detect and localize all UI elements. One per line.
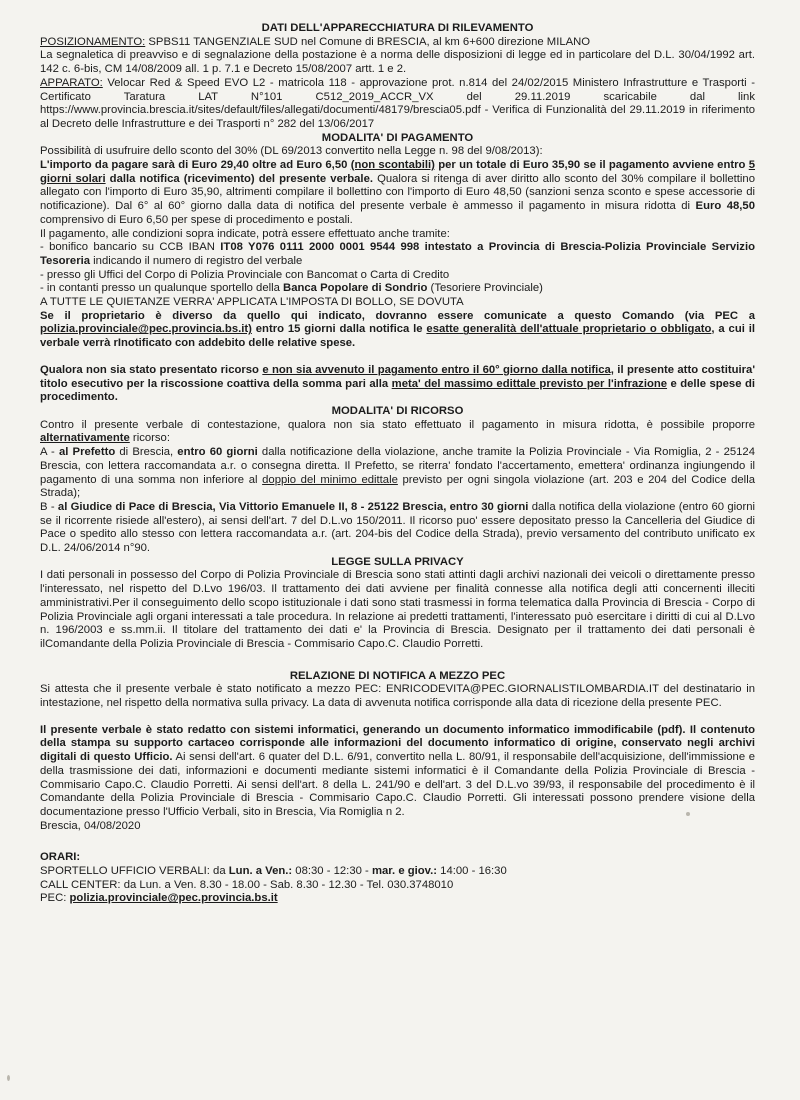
pec-link[interactable]: polizia.provinciale@pec.provincia.bs.it) — [40, 323, 252, 336]
contanti-line — [40, 282, 755, 296]
importo-rest: Qualora si ritenga di aver diritto allo sconto del 30% compilare il bollettino allegato con l'importo di Euro 35,90, altrimenti compilare il bollettino con l'importo di Euro 48,50 (sanzioni senza sconto e spese accessorie di notificazione). Dal 6° al 60° giorno dalla data di notifica del presente verbale è ammesso il pagamento in misura ridotta di — [40, 172, 755, 213]
bonifico-post: indicando il numero di registro del verbale — [90, 254, 303, 267]
esecutivo-text: Qualora non sia stato presentato ricorso — [40, 363, 263, 376]
importo-bold: L'importo da pagare sarà di Euro 29,40 oltre ad Euro 6,50 — [40, 159, 351, 172]
apparato-label: APPARATO: — [40, 76, 103, 89]
apparato-paragraph — [40, 77, 755, 132]
prefetto-text: di Brescia, — [115, 446, 178, 459]
redazione-rest: Ai sensi dell'art. 6 quater del D.L. 6/91, convertito nella L. 80/91, il responsabile dell'acquisizione, dell'immissione e della trasmissione dei dati, informazioni e documenti mediante sistemi informatici è il Comandante della Polizia Provinciale di Brescia - Commisario Capo.C. Claudio Porretti. Ai sensi dell'art. 8 della L. 241/90 e dell'art. 3 del D.L.vo 39/93, il responsabile del procedimento è il Comandante della Polizia Provinciale di Brescia - Commisario Capo.C. Claudio Porretti. Gli interessati possono prendere visione della documentazione presso l'Ufficio Verbali, sito in Brescia, Via Romiglia n 2. — [40, 751, 755, 818]
proprietario-text: Se il proprietario è diverso da quello qui indicato, dovranno essere comunicate a questo Comando (via PEC a — [40, 309, 755, 322]
importo-bold-3: dalla notifica (ricevimento) del presente verbale. — [105, 172, 373, 185]
section-title-notifica: RELAZIONE DI NOTIFICA A MEZZO PEC — [289, 669, 506, 682]
destinatario-email: ENRICODEVITA@PEC.GIORNALISTILOMBARDIA.IT — [385, 683, 659, 696]
section-title-pagamento: MODALITA' DI PAGAMENTO — [321, 131, 474, 144]
esecutivo-text-2: il presente atto costituira' titolo esecutivo per la riscossione coattiva della somma pari alla — [40, 363, 755, 390]
alternativamente: alternativamente — [40, 432, 130, 445]
importo-paragraph — [40, 159, 755, 228]
prefetto-giorni: entro 60 giorni — [177, 446, 258, 459]
giorni-solari: 5 giorni solari — [40, 159, 756, 185]
bancomat-line: - presso gli Uffici del Corpo di Polizia Provinciale con Bancomat o Carta di Credito — [40, 268, 450, 281]
giudice-text: dalla notifica della violazione (entro 60 giorni se il ricorrente risiede all'estero), ai sensi dell'art. 7 del D.L.vo 150/2011. Il ricorso puo' essere depositato presso la Cancelleria del Giudice di Pace o spedito allo stesso con lettera raccomandata a.r. (art. 204-bis del Codice della Strada), previo versamento del contributo unificato ex D.L. 24/06/2014 n°90. — [40, 500, 756, 555]
pec-address-link[interactable]: polizia.provinciale@pec.provincia.bs.it — [69, 892, 278, 905]
iban-text: IT08 Y076 0111 2000 0001 9544 998 intestato a Provincia di Brescia-Polizia Provinciale Servizio Tesoreria — [40, 241, 755, 267]
esecutivo-text-3: e delle spese di procedimento. — [40, 377, 755, 404]
importo-bold-2: per un totale di Euro 35,90 se il pagamento avviene entro — [434, 159, 749, 172]
esecutivo-underline: e non sia avvenuto il pagamento entro il 60° giorno dalla notifica, — [262, 363, 614, 376]
importo-euro: Euro 48,50 — [695, 200, 755, 213]
section-title-ricorso: MODALITA' DI RICORSO — [331, 404, 464, 417]
redazione-bold: Il presente verbale è stato redatto con sistemi informatici, generando un documento informatico immodificabile (pdf). Il contenuto della stampa su supporto cartaceo corrisponde alle informazioni del documento informatico di origine, conservato negli archivi digitali di questo Ufficio. — [40, 723, 755, 764]
bonifico-line — [40, 241, 755, 268]
ricorso-a-prefix: A - — [40, 446, 59, 459]
giudice-label: al Giudice di Pace di Brescia, Via Vittorio Emanuele II, 8 - 25122 Brescia, entro 30 giorni — [57, 500, 529, 513]
redazione-paragraph — [40, 724, 755, 820]
banca-name: Banca Popolare di Sondrio — [283, 282, 428, 295]
ricorso-prefetto — [40, 446, 755, 501]
notifica-post: del destinatario in intestazione, nel rispetto della normativa sulla privacy. La data di avvenuta notifica corrisponde alla data di ricezione della presente PEC. — [40, 683, 755, 710]
notifica-paragraph — [40, 683, 755, 710]
verbale-page — [40, 22, 755, 906]
proprietario-text-2: entro 15 giorni dalla notifica le — [251, 323, 427, 336]
doppio-minimo: doppio del minimo edittale — [262, 473, 398, 486]
section-title-privacy: LEGGE SULLA PRIVACY — [331, 555, 464, 568]
posizionamento-label: POSIZIONAMENTO: — [40, 35, 146, 48]
esecutivo-underline-2: meta' del massimo edittale previsto per l'infrazione — [391, 377, 668, 390]
scan-speck — [7, 1075, 10, 1081]
luogo-data: Brescia, 04/08/2020 — [40, 819, 141, 832]
prefetto-text-2: dalla notificazione della violazione, anche tramite la Polizia Provinciale - Via Romiglia, 2 - 25124 Brescia, con lettera raccomandata a.r. o consegna diretta. Il Prefetto, se riterra' fondato l'accertamento, emettera' ordinanza ingiungendo il pagamento di una somma non inferiore al — [40, 446, 755, 486]
pec-label: PEC: — [40, 892, 70, 905]
ricorso-b-prefix: B - — [40, 500, 58, 513]
ricorso-intro-end: ricorso: — [129, 432, 170, 445]
notifica-pre: Si attesta che il presente verbale è stato notificato a mezzo PEC: — [40, 683, 386, 696]
orari-call-center: CALL CENTER: da Lun. a Ven. 8.30 - 18.00 - Sab. 8.30 - 12.30 - Tel. 030.3748010 — [40, 878, 454, 891]
bonifico-pre: - bonifico bancario su CCB IBAN — [40, 241, 221, 254]
apparato-text: Velocar Red & Speed EVO L2 - matricola 118 - approvazione prot. n.814 del 24/02/2015 Ministero Infrastrutture e Trasporti - Certificato Taratura LAT N°101 C512_2019_ACCR_VX del 29.11.2019 scaricabile dal link https://www.provincia.brescia.it/sites/default/files/allegati/documenti/48179/brescia05.pdf - Verifica di Funzionalità del 29.11.2019 in riferimento al Decreto delle Infrastrutture e dei Trasporti n° 282 del 13/06/2017 — [40, 76, 755, 130]
posizionamento-line — [40, 36, 755, 50]
section-title-rilevamento: DATI DELL'APPARECCHIATURA DI RILEVAMENTO — [261, 22, 534, 34]
posizionamento-text: SPBS11 TANGENZIALE SUD nel Comune di BRESCIA, al km 6+600 direzione MILANO — [145, 35, 591, 48]
sportello-label: SPORTELLO UFFICIO VERBALI: da — [40, 865, 229, 878]
privacy-text: I dati personali in possesso del Corpo di Polizia Provinciale di Brescia sono stati attinti dagli archivi nazionali dei veicoli o direttamente presso l'interessato, nel rispetto del D.Lvo 196/03. Il trattamento dei dati avviene per finalità connesse alla notifica degli atti concernenti illeciti amministrativi.Per il conseguimento dello scopo istituzionale i dati sono stati trasmessi in forma telematica dalla Provincia di Brescia - Corpo di Polizia Provinciale agli organi interessati a tale procedura. In relazione ai predetti trattamenti, l'interessato può esercitare i diritti di cui al D.Lvo n. 196/2003 e ss.mm.ii. Il titolare del trattamento dei dati e' la Provincia di Brescia. Designato per il trattamento dei dati personali è ilComandante della Polizia Provinciale di Brescia - Commisario Capo.C. Claudio Porretti. — [40, 569, 755, 650]
contanti-pre: - in contanti presso un qualunque sportello della — [40, 282, 284, 295]
sportello-giorni: Lun. a Ven.: — [228, 865, 293, 878]
orari-title: ORARI: — [40, 851, 81, 864]
titolo-esecutivo-paragraph — [40, 364, 755, 405]
orari-pec — [40, 892, 755, 906]
sconto-text: Possibilità di usufruire dello sconto del 30% (DL 69/2013 convertito nella Legge n. 98 del 9/08/2013): — [40, 145, 543, 158]
importo-end: comprensivo di Euro 6,50 per spese di procedimento e postali. — [40, 213, 353, 226]
proprietario-paragraph — [40, 310, 755, 351]
ricorso-intro-text: Contro il presente verbale di contestazione, qualora non sia stato effettuato il pagamento in misura ridotta, è possibile proporre — [40, 418, 755, 431]
segnaletica-text: La segnaletica di preavviso e di segnalazione della postazione è a norma delle disposizioni di legge ed in particolare del D.L. 30/04/1992 art. 142 c. 6-bis, CM 14/08/2009 all. 1 p. 7.1 e Decreto 15/08/2007 artt. 1 e 2. — [40, 49, 755, 76]
non-scontabili: (non scontabili) — [350, 159, 435, 172]
generalita-text: esatte generalità dell'attuale proprietario o obbligato — [426, 323, 712, 336]
ricorso-intro — [40, 419, 755, 446]
sportello-ore: 08:30 - 12:30 - — [292, 865, 372, 878]
bollo-line: A TUTTE LE QUIETANZE VERRA' APPLICATA L'IMPOSTA DI BOLLO, SE DOVUTA — [40, 296, 464, 309]
contanti-post: (Tesoriere Provinciale) — [427, 282, 543, 295]
proprietario-text-3: , a cui il verbale verrà rInotificato con addebito delle relative spese. — [40, 323, 755, 350]
ricorso-giudice — [40, 501, 755, 556]
sportello-giorni-2: mar. e giov.: — [371, 865, 438, 878]
sportello-ore-2: 14:00 - 16:30 — [437, 865, 507, 878]
prefetto-label: al Prefetto — [58, 446, 116, 459]
pagamento-tramite: Il pagamento, alle condizioni sopra indicate, potrà essere effettuato anche tramite: — [40, 227, 450, 240]
orari-sportello — [40, 865, 755, 879]
prefetto-text-3: previsto per ogni singola violazione (art. 203 e 204 del Codice della Strada); — [40, 473, 755, 500]
